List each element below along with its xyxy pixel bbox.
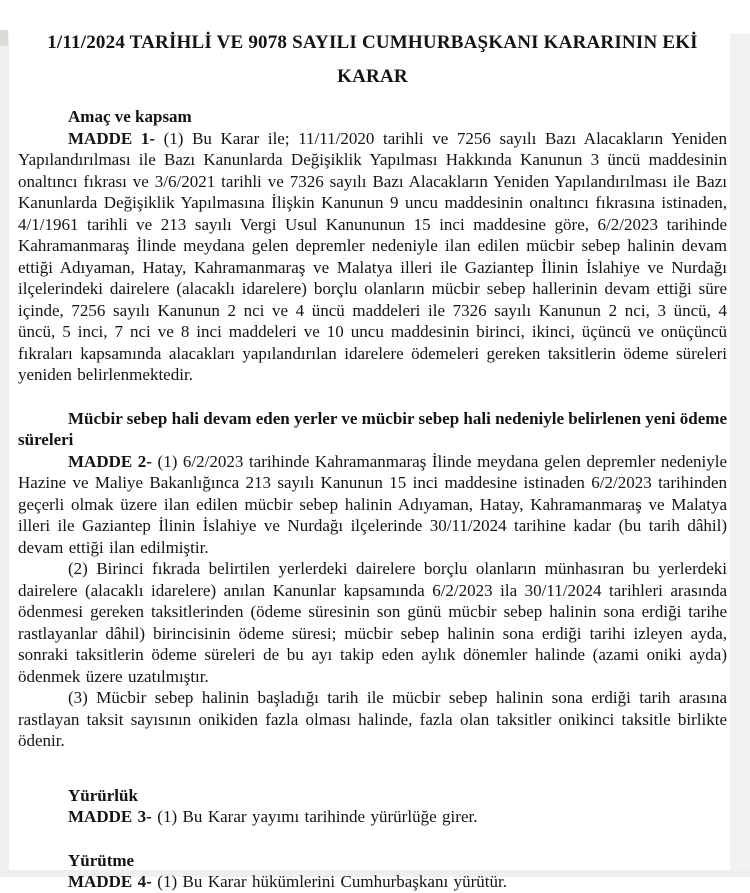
section-heading-amac-ve-kapsam: Amaç ve kapsam [68,107,192,126]
document-title-line2: KARAR [337,66,408,87]
madde-3-text: (1) Bu Karar yayımı tarihinde yürürlüğe girer. [157,807,478,826]
spacer [18,94,727,106]
scan-blemish [0,30,8,46]
spacer [18,828,727,850]
paragraph-madde-4 [18,871,727,893]
scan-edge-left [0,34,9,877]
madde-4-text: (1) Bu Karar hükümlerini Cumhurbaşkanı yürütür. [157,872,507,891]
paragraph-madde-2-fikra-2 [18,558,727,687]
paragraph-madde-2-fikra-3 [18,687,727,752]
section-heading-yururluk: Yürürlük [68,785,138,805]
spacer [18,386,727,408]
madde-2-fikra-2-text: (2) Birinci fıkrada belirtilen yerlerdeki dairelere borçlu olanların münhasıran bu yerlerdeki dairelere (alacaklı idarelere) anılan Kanunlar kapsamında 6/2/2023 ila 30/11/2024 tarihleri arasında ödenmesi gereken taksitlerinden (ödeme süresinin son günü mücbir sebep halinin sona erdiği tarihe rastlayanlar dâhil) birincisinin ödeme süresi; mücbir sebep halinin sona erdiği tarihi izleyen ayda, sonraki taksitlerin ödeme süreleri de bu ayı takip eden aylık dönemler halinde (azami oniki ayda) ödenmek üzere uzatılmıştır. [18,559,727,686]
spacer [18,752,727,785]
madde-2-fikra-1-text: (1) 6/2/2023 tarihinde Kahramanmaraş İlinde meydana gelen depremler nedeniyle Hazine ve Maliye Bakanlığınca 213 sayılı Kanunun 15 inci maddesine istinaden 6/2/2023 tarihinden geçerli olmak üzere ilan edilen mücbir sebep halinin Adıyaman, Hatay, Kahramanmaraş ve Malatya illeri ile Gaziantep İlinin İslahiye ve Nurdağı ilçelerinde 30/11/2024 tarihine kadar (bu tarih dâhil) devam ettiği ilan edilmiştir. [18,451,727,557]
document-content [18,24,727,893]
scan-edge-right [730,34,750,877]
madde-1-label: MADDE 1- [68,128,164,148]
madde-1-text: (1) Bu Karar ile; 11/11/2020 tarihli ve 7256 sayılı Bazı Alacakların Yeniden Yapılandırılması ile Bazı Kanunlarda Değişiklik Yapılması Hakkında Kanunun 3 üncü maddesinin onaltıncı fıkrası ve 3/6/2021 tarihli ve 7326 sayılı Bazı Alacakların Yeniden Yapılandırılması ile Bazı Kanunlarda Değişiklik Yapılmasına İlişkin Kanunun 9 uncu maddesinin onaltıncı fıkrasına istinaden, 4/1/1961 tarihli ve 213 sayılı Vergi Usul Kanununun 15 inci maddesine göre, 6/2/2023 tarihinde Kahramanmaraş İlinde meydana gelen depremler nedeniyle ilan edilen mücbir sebep halinin devam ettiği Adıyaman, Hatay, Kahramanmaraş ve Malatya illeri ile Gaziantep İlinin İslahiye ve Nurdağı ilçelerindeki dairelere (alacaklı idarelere) borçlu olanların mücbir sebep hallerinin devam ettiği süre içinde, 7256 sayılı Kanunun 2 nci ve 4 üncü maddeleri ile 7326 sayılı Kanunun 2 nci, 3 üncü, 4 üncü, 5 inci, 7 nci ve 8 inci maddeleri ve 10 uncu maddesinin birinci, ikinci, üçüncü ve onüçüncü fıkraları kapsamında alacakları yapılandırılan idarelere ödemeleri gereken taksitlerin ödeme süreleri yeniden belirlenmektedir. [18,128,727,384]
document-title-line1: 1/11/2024 TARİHLİ VE 9078 SAYILI CUMHURBAŞKANI KARARININ EKİ [47,32,698,53]
section-heading-yurutme: Yürütme [68,850,135,870]
madde-2-fikra-3-text: (3) Mücbir sebep halinin başladığı tarih ile mücbir sebep halinin sona erdiği tarih arasına rastlayan taksit sayısının onikiden fazla olması halinde, fazla olan taksitler onikinci taksitle birlikte ödenir. [18,688,727,750]
paragraph-madde-1 [18,128,727,386]
madde-3-label: MADDE 3- [68,807,158,826]
madde-2-label: MADDE 2- [68,451,158,471]
section-heading-mucbir-sebep: Mücbir sebep hali devam eden yerler ve mücbir sebep hali nedeniyle belirlenen yeni ödeme süreleri [18,408,727,449]
paragraph-madde-3 [18,806,727,828]
madde-4-label: MADDE 4- [68,872,158,891]
document-title [18,26,727,94]
paragraph-madde-2-fikra-1 [18,451,727,559]
